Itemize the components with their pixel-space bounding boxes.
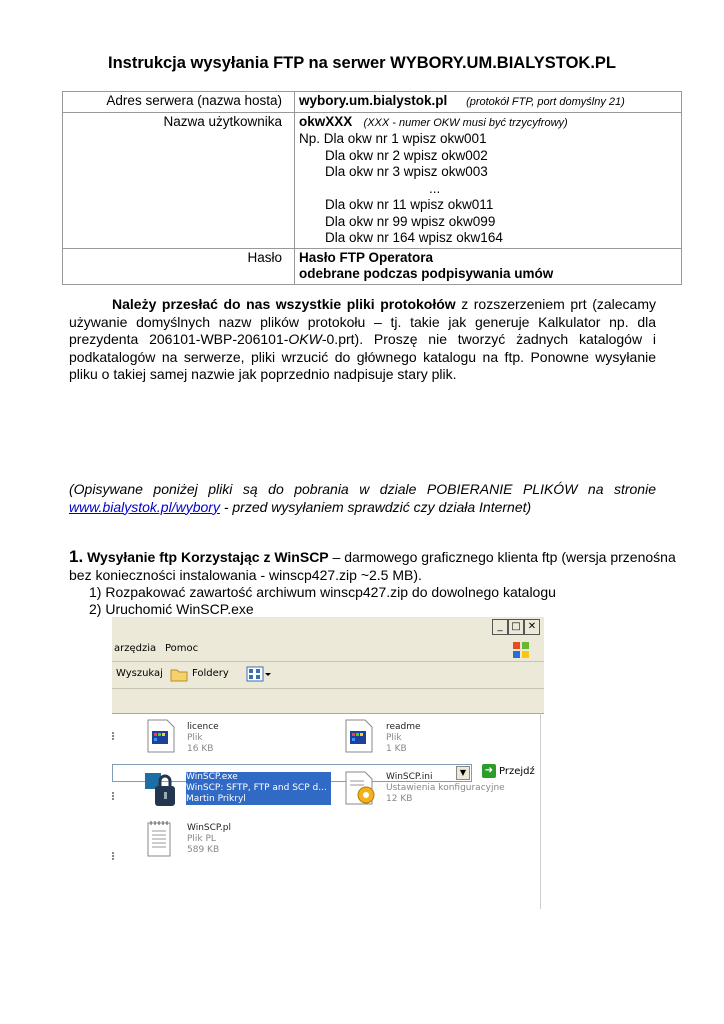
example-line: Dla okw nr 2 wpisz okw002 <box>325 147 488 163</box>
section-1-heading <box>69 548 689 584</box>
menu-help[interactable]: Pomoc <box>165 643 199 654</box>
section-text: – darmowego graficznego klienta ftp (wersja przenośna bez konieczności instalowania - winscp427.zip ~2.5 MB). <box>69 549 676 583</box>
example-ellipsis: ... <box>429 180 441 196</box>
menu-tools[interactable]: arzędzia <box>114 643 157 654</box>
example-line: Dla okw nr 164 wpisz okw164 <box>325 230 503 245</box>
step-2: 2) Uruchomić WinSCP.exe <box>89 601 254 617</box>
pane-divider <box>112 852 117 860</box>
go-arrow-icon: ➜ <box>482 764 496 778</box>
host-value: wybory.um.bialystok.pl <box>299 93 448 108</box>
example-line: Dla okw nr 99 wpisz okw099 <box>325 213 496 229</box>
pane-divider <box>112 732 117 740</box>
user-label: Nazwa użytkownika <box>63 112 295 248</box>
winscp-app-icon[interactable] <box>142 770 182 810</box>
pane-divider <box>112 792 117 800</box>
example-line: Dla okw nr 3 wpisz okw003 <box>325 164 488 179</box>
example-line: Np. Dla okw nr 1 wpisz okw001 <box>299 131 487 146</box>
minimize-icon[interactable]: _ <box>492 619 508 635</box>
user-value: okwXXX <box>299 113 353 129</box>
file-licence[interactable]: licence Plik 16 KB <box>187 722 219 754</box>
chevron-down-icon[interactable]: ▼ <box>456 766 470 780</box>
section-number: 1. <box>69 547 84 566</box>
go-label: Przejdź <box>499 766 535 777</box>
view-mode-icon[interactable] <box>246 666 272 682</box>
host-note: (protokół FTP, port domyślny 21) <box>466 96 625 108</box>
scrollbar[interactable] <box>540 713 544 909</box>
windows-logo-icon <box>512 641 530 659</box>
password-value-2: odebrane podczas podpisywania umów <box>299 266 554 281</box>
file-winscp-exe[interactable]: WinSCP.exe WinSCP: SFTP, FTP and SCP d... Martin Prikryl <box>186 772 331 805</box>
text-file-icon[interactable] <box>146 820 176 858</box>
config-file-icon[interactable] <box>344 771 378 807</box>
bialystok-link[interactable]: www.bialystok.pl/wybory <box>69 498 220 515</box>
password-cell <box>295 248 682 284</box>
paragraph-bold: Należy przesłać do nas wszystkie pliki protokołów <box>112 296 456 312</box>
password-value-1: Hasło FTP Operatora <box>299 249 434 265</box>
close-icon[interactable]: ✕ <box>524 619 540 635</box>
paragraph-italic: OKW <box>288 331 322 347</box>
file-icon[interactable] <box>146 719 176 753</box>
document-title: Instrukcja wysyłania FTP na serwer WYBORY.UM.BIALYSTOK.PL <box>108 54 616 72</box>
download-note-text-2: - przed wysyłaniem sprawdzić czy działa Internet) <box>219 498 532 515</box>
password-label: Hasło <box>63 248 295 284</box>
user-note: (XXX - numer OKW musi być trzycyfrowy) <box>363 116 568 129</box>
ftp-settings-table <box>62 91 682 285</box>
search-button[interactable]: Wyszukaj <box>116 668 163 679</box>
user-cell <box>295 112 682 248</box>
toolbar <box>112 662 544 689</box>
instructions-paragraph <box>69 296 656 384</box>
explorer-screenshot <box>112 617 544 909</box>
password-row <box>63 248 682 284</box>
paragraph-text-2: -0.prt). Proszę nie tworzyć żadnych katalogów i podkatalogów na serwerze, pliki wrzucić do głównego katalogu na ftp. Ponowne wysyłanie pliku o takiej samej nazwie jak poprzednio nadpisuje stary plik. <box>69 331 656 382</box>
host-cell <box>295 92 682 113</box>
example-line: Dla okw nr 11 wpisz okw011 <box>325 197 494 212</box>
file-winscp-pl[interactable]: WinSCP.pl Plik PL 589 KB <box>187 823 232 855</box>
menu-bar <box>112 639 544 662</box>
window-titlebar <box>112 617 544 639</box>
section-title: Wysyłanie ftp Korzystając z WinSCP <box>83 549 329 565</box>
file-icon[interactable] <box>344 719 374 753</box>
paragraph-text: z rozszerzeniem prt (zalecamy używanie domyślnych nazw plików protokołu – tj. takie jak generuje Kalkulator np. dla prezydenta 206101-WBP-206101- <box>69 296 656 347</box>
host-row <box>63 92 682 113</box>
download-note-text: (Opisywane poniżej pliki są do pobrania w dziale POBIERANIE PLIKÓW na stronie <box>69 481 656 497</box>
folders-button[interactable]: Foldery <box>192 668 229 679</box>
download-note <box>69 481 656 516</box>
user-row <box>63 112 682 248</box>
maximize-icon[interactable]: □ <box>508 619 524 635</box>
host-label: Adres serwera (nazwa hosta) <box>63 92 295 113</box>
file-readme[interactable]: readme Plik 1 KB <box>386 722 421 754</box>
folder-icon <box>170 666 188 682</box>
file-winscp-ini[interactable]: WinSCP.ini Ustawienia konfiguracyjne 12 KB <box>386 772 505 804</box>
step-1: 1) Rozpakować zawartość archiwum winscp427.zip do dowolnego katalogu <box>89 584 556 600</box>
